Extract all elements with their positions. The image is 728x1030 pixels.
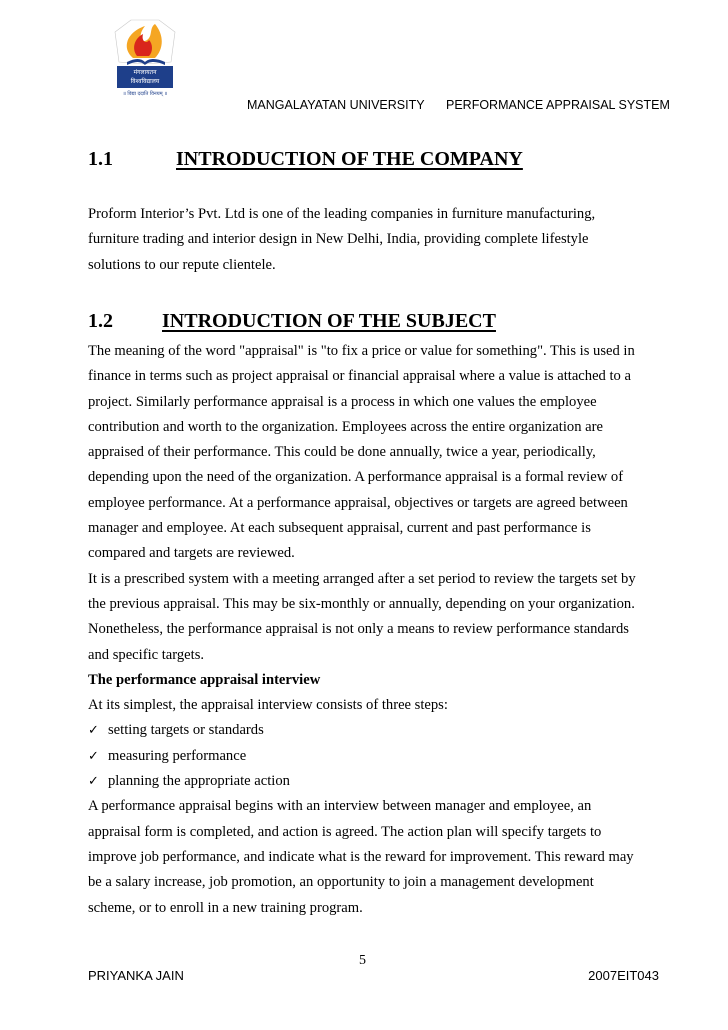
bullet-item [88,718,658,743]
paragraph-line: contribution and worth to the organization. Employees across the entire organization are [88,418,603,435]
section-1-number: 1.1 [88,148,113,170]
checkmark-icon: ✓ [88,748,99,764]
paragraph-line: the previous appraisal. This may be six-monthly or annually, depending on your organization. [88,595,635,612]
paragraph-line: At its simplest, the appraisal interview consists of three steps: [88,697,448,714]
section-2-title: INTRODUCTION OF THE SUBJECT [162,310,496,332]
paragraph-line: be a salary increase, job promotion, an opportunity to join a management development [88,874,594,891]
bullet-item [88,744,658,769]
paragraph-line: depending upon the need of the organization. A performance appraisal is a formal review of [88,469,624,486]
paragraph-line: Proform Interior’s Pvt. Ltd is one of the leading companies in furniture manufacturing, [88,206,596,222]
logo-text-line-2: विश्वविद्यालय [130,78,160,85]
university-logo [107,18,183,98]
paragraph-line: employee performance. At a performance appraisal, objectives or targets are agreed between [88,494,628,511]
subheading: The performance appraisal interview [88,671,321,688]
paragraph-line: improve job performance, and indicate what is the reward for improvement. This reward may [88,848,634,865]
paragraph-line: finance in terms such as project appraisal or financial appraisal where a value is attached to a [88,368,631,385]
paragraph-line: The meaning of the word "appraisal" is "to fix a price or value for something". This is used in [88,343,635,359]
section-1-body [88,202,658,278]
logo-motto: ॥ विद्या ददाति विनयम् ॥ [122,91,168,97]
checkmark-icon: ✓ [88,774,99,790]
paragraph-line: solutions to our repute clientele. [88,256,276,273]
paragraph-line: scheme, or to enroll in a new training program. [88,899,363,916]
paragraph-line: and specific targets. [88,646,205,663]
paragraph-line: It is a prescribed system with a meeting arranged after a set period to review the targets set by [88,570,636,587]
checkmark-icon: ✓ [88,723,99,739]
paragraph-line: manager and employee. At each subsequent appraisal, current and past performance is [88,520,591,537]
paragraph-line: project. Similarly performance appraisal is a process in which one values the employee [88,393,597,410]
paragraph-line: furniture trading and interior design in New Delhi, India, providing complete lifestyle [88,231,589,248]
footer-id: 2007EIT043 [588,968,659,983]
header-system-title: PERFORMANCE APPRAISAL SYSTEM [446,98,670,112]
paragraph-line: compared and targets are reviewed. [88,545,295,562]
section-1-heading [88,148,523,171]
section-2-number: 1.2 [88,310,113,332]
bullet-text: planning the appropriate action [108,773,290,790]
page-number: 5 [359,953,366,968]
bullet-item [88,769,658,794]
bullet-text: setting targets or standards [108,722,264,739]
paragraph-line: appraisal form is completed, and action is agreed. The action plan will specify targets to [88,823,602,840]
paragraph-line: Nonetheless, the performance appraisal is not only a means to review performance standards [88,621,629,638]
section-1-title: INTRODUCTION OF THE COMPANY [176,148,523,170]
section-2-heading [88,310,496,333]
section-2-body [88,339,658,921]
paragraph-line: appraised of their performance. This could be done annually, twice a year, periodically, [88,444,596,461]
logo-text-line-1: मंगलायतन [133,69,157,76]
bullet-text: measuring performance [108,747,247,764]
paragraph-line: A performance appraisal begins with an interview between manager and employee, an [88,798,592,815]
header-university: MANGALAYATAN UNIVERSITY [247,98,425,112]
footer-author: PRIYANKA JAIN [88,968,184,983]
